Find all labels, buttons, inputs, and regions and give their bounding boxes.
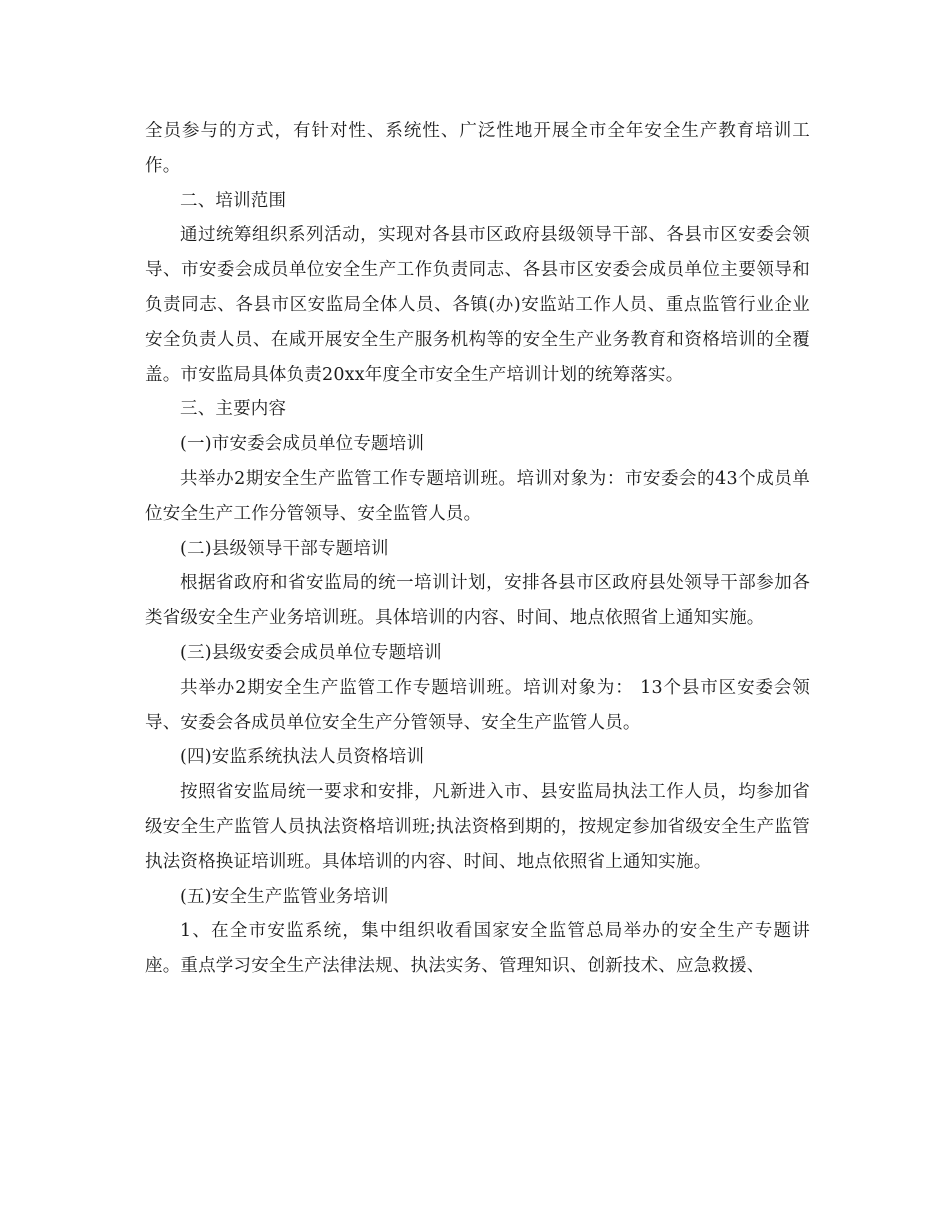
- paragraph-5: 1、在全市安监系统，集中组织收看国家安全监管总局举办的安全生产专题讲座。重点学习安全生产法律法规、执法实务、管理知识、创新技术、应急救援、: [145, 921, 810, 977]
- document-body: [145, 114, 810, 984]
- heading-main-content: 三、主要内容: [180, 399, 287, 420]
- paragraph-4: 按照省安监局统一要求和安排，凡新进入市、县安监局执法工作人员，均参加省级安全生产监管人员执法资格培训班;执法资格到期的，按规定参加省级安全生产监管执法资格换证培训班。具体培训的内容、时间、地点依照省上通知实施。: [145, 782, 810, 872]
- subheading-5: (五)安全生产监管业务培训: [180, 886, 389, 907]
- subheading-4: (四)安监系统执法人员资格培训: [180, 747, 425, 768]
- paragraph-training-scope: 通过统筹组织系列活动，实现对各县市区政府县级领导干部、各县市区安委会领导、市安委会成员单位安全生产工作负责同志、各县市区安委会成员单位主要领导和负责同志、各县市区安监局全体人员、各镇(办)安监站工作人员、重点监管行业企业安全负责人员、在咸开展安全生产服务机构等的安全生产业务教育和资格培训的全覆盖。市安监局具体负责20xx年度全市安全生产培训计划的统筹落实。: [145, 225, 810, 385]
- paragraph-2: 根据省政府和省安监局的统一培训计划，安排各县市区政府县处领导干部参加各类省级安全生产业务培训班。具体培训的内容、时间、地点依照省上通知实施。: [145, 573, 810, 629]
- subheading-1: (一)市安委会成员单位专题培训: [180, 434, 425, 455]
- subheading-3: (三)县级安委会成员单位专题培训: [180, 642, 442, 663]
- heading-training-scope: 二、培训范围: [180, 190, 287, 211]
- paragraph-intro-continuation: 全员参与的方式，有针对性、系统性、广泛性地开展全市全年安全生产教育培训工作。: [145, 121, 810, 176]
- paragraph-1: 共举办2期安全生产监管工作专题培训班。培训对象为：市安委会的43个成员单位安全生产工作分管领导、安全监管人员。: [145, 468, 810, 524]
- paragraph-3: 共举办2期安全生产监管工作专题培训班。培训对象为： 13个县市区安委会领导、安委会各成员单位安全生产分管领导、安全生产监管人员。: [145, 677, 810, 733]
- subheading-2: (二)县级领导干部专题培训: [180, 538, 389, 559]
